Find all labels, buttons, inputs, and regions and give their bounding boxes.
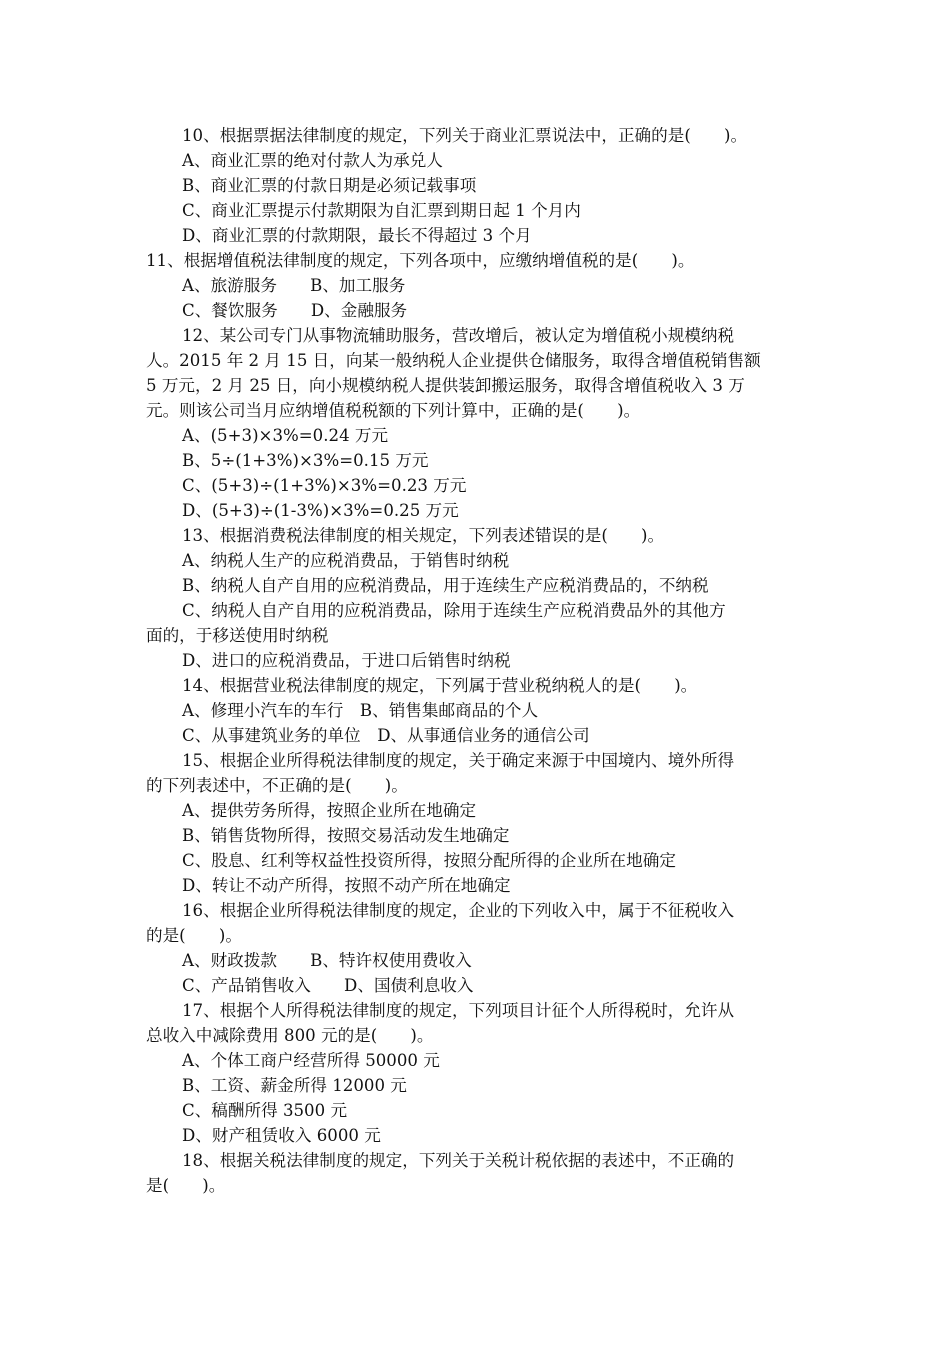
text-line: 的是( )。 (146, 926, 242, 945)
text-line: 是( )。 (146, 1176, 226, 1195)
text-line: C、商业汇票提示付款期限为自汇票到期日起 1 个月内 (182, 201, 581, 220)
text-line: 15、根据企业所得税法律制度的规定，关于确定来源于中国境内、境外所得 (182, 751, 735, 770)
text-line: B、工资、薪金所得 12000 元 (182, 1076, 407, 1095)
text-line: B、纳税人自产自用的应税消费品，用于连续生产应税消费品的，不纳税 (182, 576, 709, 595)
text-line: 16、根据企业所得税法律制度的规定，企业的下列收入中，属于不征税收入 (182, 901, 735, 920)
text-line: D、转让不动产所得，按照不动产所在地确定 (182, 876, 511, 895)
text-line: 面的，于移送使用时纳税 (146, 626, 329, 645)
text-line: C、稿酬所得 3500 元 (182, 1101, 348, 1120)
text-line: A、(5+3)×3%=0.24 万元 (182, 426, 389, 445)
text-line: 17、根据个人所得税法律制度的规定，下列项目计征个人所得税时，允许从 (182, 1001, 735, 1020)
text-line: C、从事建筑业务的单位 D、从事通信业务的通信公司 (182, 726, 590, 745)
text-line: A、个体工商户经营所得 50000 元 (182, 1051, 440, 1070)
text-line: A、修理小汽车的车行 B、销售集邮商品的个人 (182, 701, 539, 720)
text-line: B、商业汇票的付款日期是必须记载事项 (182, 176, 477, 195)
text-line: 5 万元，2 月 25 日，向小规模纳税人提供装卸搬运服务，取得含增值税收入 3 万 (146, 376, 745, 395)
text-line: C、餐饮服务 D、金融服务 (182, 301, 408, 320)
text-line: D、进口的应税消费品，于进口后销售时纳税 (182, 651, 511, 670)
text-line: 人。2015 年 2 月 15 日，向某一般纳税人企业提供仓储服务，取得含增值税销售额 (146, 351, 761, 370)
text-line: C、(5+3)÷(1+3%)×3%=0.23 万元 (182, 476, 467, 495)
text-line: 的下列表述中，不正确的是( )。 (146, 776, 408, 795)
text-line: 13、根据消费税法律制度的相关规定，下列表述错误的是( )。 (182, 526, 665, 545)
text-line: C、股息、红利等权益性投资所得，按照分配所得的企业所在地确定 (182, 851, 676, 870)
text-line: 14、根据营业税法律制度的规定，下列属于营业税纳税人的是( )。 (182, 676, 698, 695)
text-line: 元。则该公司当月应纳增值税税额的下列计算中，正确的是( )。 (146, 401, 641, 420)
text-line: 10、根据票据法律制度的规定，下列关于商业汇票说法中，正确的是( )。 (182, 126, 748, 145)
text-line: A、纳税人生产的应税消费品，于销售时纳税 (182, 551, 510, 570)
text-line: A、旅游服务 B、加工服务 (182, 276, 406, 295)
text-line: C、纳税人自产自用的应税消费品，除用于连续生产应税消费品外的其他方 (182, 601, 726, 620)
text-line: 总收入中减除费用 800 元的是( )。 (146, 1026, 434, 1045)
text-line: A、商业汇票的绝对付款人为承兑人 (182, 151, 443, 170)
text-line: C、产品销售收入 D、国债利息收入 (182, 976, 474, 995)
text-line: A、提供劳务所得，按照企业所在地确定 (182, 801, 477, 820)
text-line: D、财产租赁收入 6000 元 (182, 1126, 381, 1145)
text-line: 18、根据关税法律制度的规定，下列关于关税计税依据的表述中，不正确的 (182, 1151, 735, 1170)
document-page (146, 123, 810, 1198)
text-line: 11、根据增值税法律制度的规定，下列各项中，应缴纳增值税的是( )。 (146, 251, 695, 270)
text-line: B、销售货物所得，按照交易活动发生地确定 (182, 826, 510, 845)
text-line: D、商业汇票的付款期限，最长不得超过 3 个月 (182, 226, 532, 245)
text-line: D、(5+3)÷(1-3%)×3%=0.25 万元 (182, 501, 459, 520)
text-line: A、财政拨款 B、特许权使用费收入 (182, 951, 472, 970)
text-line: 12、某公司专门从事物流辅助服务，营改增后，被认定为增值税小规模纳税 (182, 326, 735, 345)
text-line: B、5÷(1+3%)×3%=0.15 万元 (182, 451, 429, 470)
